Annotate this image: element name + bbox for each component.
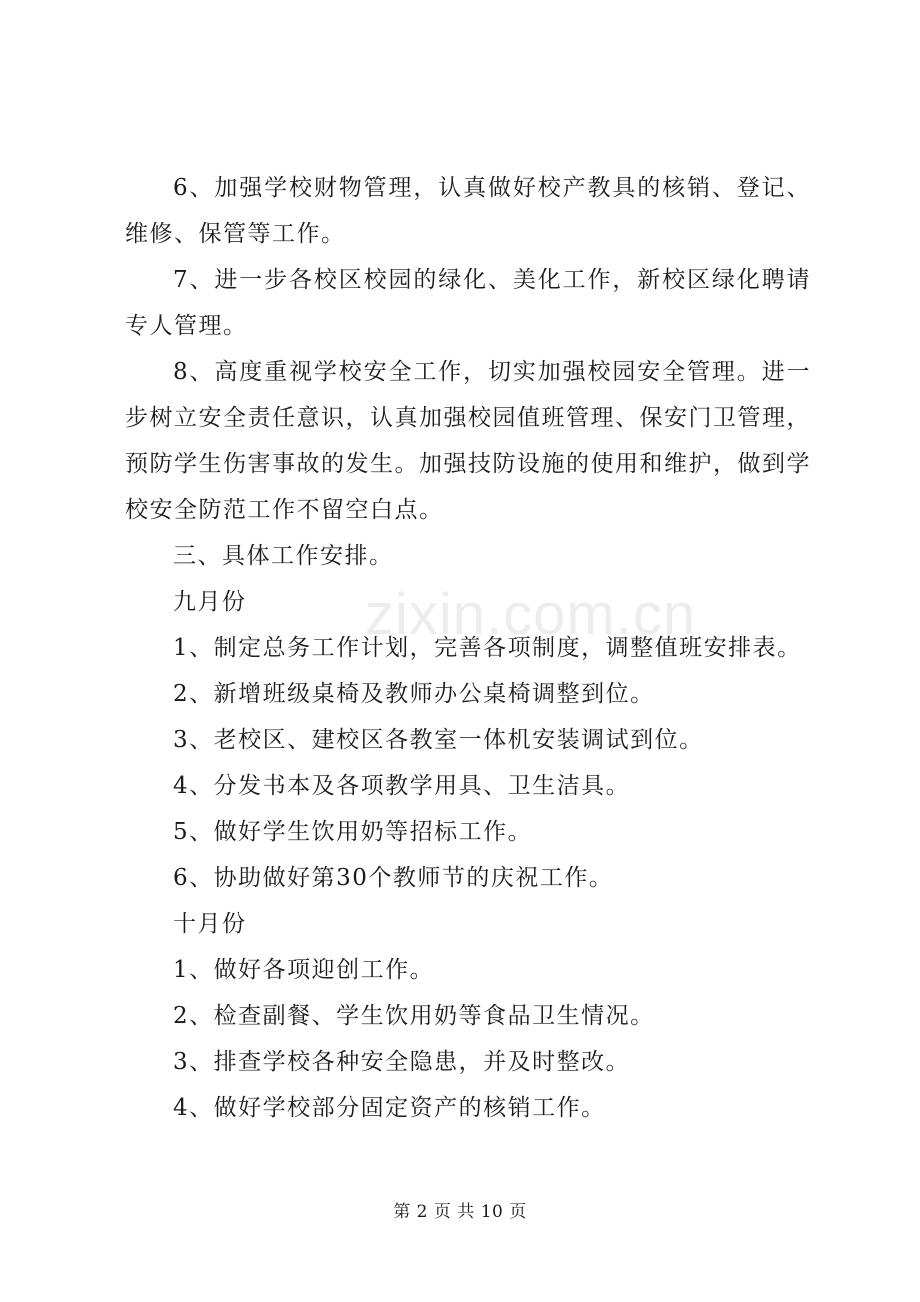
list-item: 2、检查副餐、学生饮用奶等食品卫生情况。 xyxy=(173,1003,655,1029)
watermark-text: zixin.com.cn xyxy=(365,582,697,647)
list-item: 4、做好学校部分固定资产的核销工作。 xyxy=(173,1095,606,1121)
list-item: 3、排查学校各种安全隐患，并及时整改。 xyxy=(173,1049,631,1075)
list-item: 3、老校区、建校区各教室一体机安装调试到位。 xyxy=(173,727,704,753)
list-item: 1、制定总务工作计划，完善各项制度，调整值班安排表。 xyxy=(173,635,802,661)
list-item: 1、做好各项迎创工作。 xyxy=(173,957,435,983)
section-heading-schedule: 三、具体工作安排。 xyxy=(173,543,394,569)
list-item: 2、新增班级桌椅及教师办公桌椅调整到位。 xyxy=(173,681,655,707)
list-item: 4、分发书本及各项教学用具、卫生洁具。 xyxy=(173,773,631,799)
document-body xyxy=(125,165,811,1131)
list-item: 6、协助做好第30个教师节的庆祝工作。 xyxy=(173,865,614,891)
list-item: 5、做好学生饮用奶等招标工作。 xyxy=(173,819,533,845)
page-number-footer: 第 2 页 共 10 页 xyxy=(393,1202,527,1222)
paragraph-item-6-finance: 6、加强学校财物管理，认真做好校产教具的核销、登记、维修、保管等工作。 xyxy=(125,175,811,247)
paragraph-item-8-safety: 8、高度重视学校安全工作，切实加强校园安全管理。进一步树立安全责任意识，认真加强校园值班管理、保安门卫管理，预防学生伤害事故的发生。加强技防设施的使用和维护，做到学校安全防范工作不留空白点。 xyxy=(125,359,811,523)
paragraph-item-7-greening: 7、进一步各校区校园的绿化、美化工作，新校区绿化聘请专人管理。 xyxy=(125,267,811,339)
month-heading-october: 十月份 xyxy=(173,911,247,937)
month-heading-september: 九月份 xyxy=(173,589,247,615)
